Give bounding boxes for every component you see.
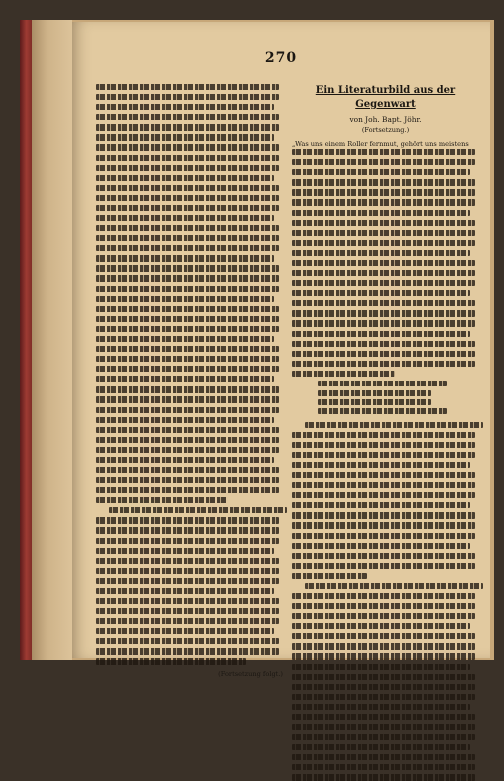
article-continuation-note: (Fortsetzung.) bbox=[361, 126, 410, 134]
verse-quote bbox=[318, 381, 479, 414]
article-first-line: „Was uns einem Roller fernmut, gehört uns meistens bbox=[292, 140, 469, 148]
continued-note: (Fortsetzung folgt.) bbox=[218, 669, 283, 678]
page-stack-edge bbox=[32, 20, 72, 660]
book-page bbox=[72, 22, 490, 678]
article-author: von Joh. Bapt. Jöhr. bbox=[349, 115, 422, 124]
article-title: Ein Literaturbild aus der Gegenwart bbox=[315, 85, 456, 110]
right-column bbox=[292, 84, 479, 644]
page-number: 270 bbox=[264, 50, 298, 66]
book-spine bbox=[20, 20, 32, 660]
left-column bbox=[96, 84, 283, 678]
